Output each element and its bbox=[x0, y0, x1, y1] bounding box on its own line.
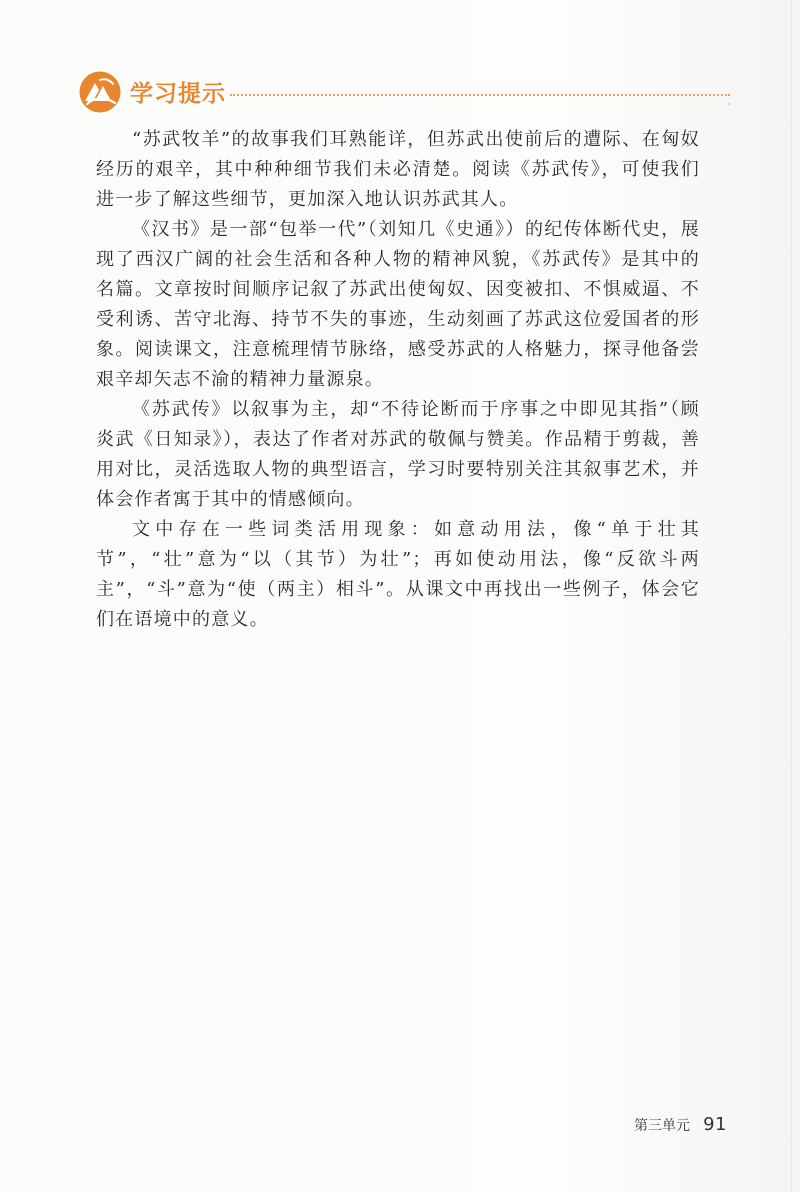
header-rule-end-dot bbox=[728, 103, 730, 105]
paragraph: “苏武牧羊”的故事我们耳熟能详，但苏武出使前后的遭际、在匈奴经历的艰辛，其中种种细节我们未必清楚。阅读《苏武传》，可使我们进一步了解这些细节，更加深入地认识苏武其人。 bbox=[96, 129, 700, 210]
article-content bbox=[96, 125, 700, 635]
paragraph: 《苏武传》以叙事为主，却“不待论断而于序事之中即见其指”（顾炎武《日知录》），表达了作者对苏武的敬佩与赞美。作品精于剪裁，善用对比，灵活选取人物的典型语言，学习时要特别关注其叙事艺术，并体会作者寓于其中的情感倾向。 bbox=[96, 399, 700, 510]
paragraph: 文中存在一些词类活用现象：如意动用法，像“单于壮其节”，“壮”意为“以（其节）为壮”；再如使动用法，像“反欲斗两主”，“斗”意为“使（两主）相斗”。从课文中再找出一些例子，体会它们在语境中的意义。 bbox=[96, 519, 700, 630]
page-edge-line bbox=[791, 0, 792, 1192]
page-number: 91 bbox=[703, 1114, 727, 1135]
section-title: 学习提示 bbox=[130, 81, 226, 107]
learning-tips-logo-icon bbox=[78, 70, 122, 114]
page-footer bbox=[634, 1114, 727, 1135]
paragraph: 《汉书》是一部“包举一代”（刘知几《史通》）的纪传体断代史，展现了西汉广阔的社会生活和各种人物的精神风貌，《苏武传》是其中的名篇。文章按时间顺序记叙了苏武出使匈奴、因变被扣、不惧威逼、不受利诱、苦守北海、持节不失的事迹，生动刻画了苏武这位爱国者的形象。阅读课文，注意梳理情节脉络，感受苏武的人格魅力，探寻他备尝艰辛却矢志不渝的精神力量源泉。 bbox=[96, 219, 700, 390]
header-dotted-rule bbox=[230, 94, 730, 96]
unit-label: 第三单元 bbox=[634, 1118, 690, 1134]
section-header bbox=[78, 70, 738, 114]
